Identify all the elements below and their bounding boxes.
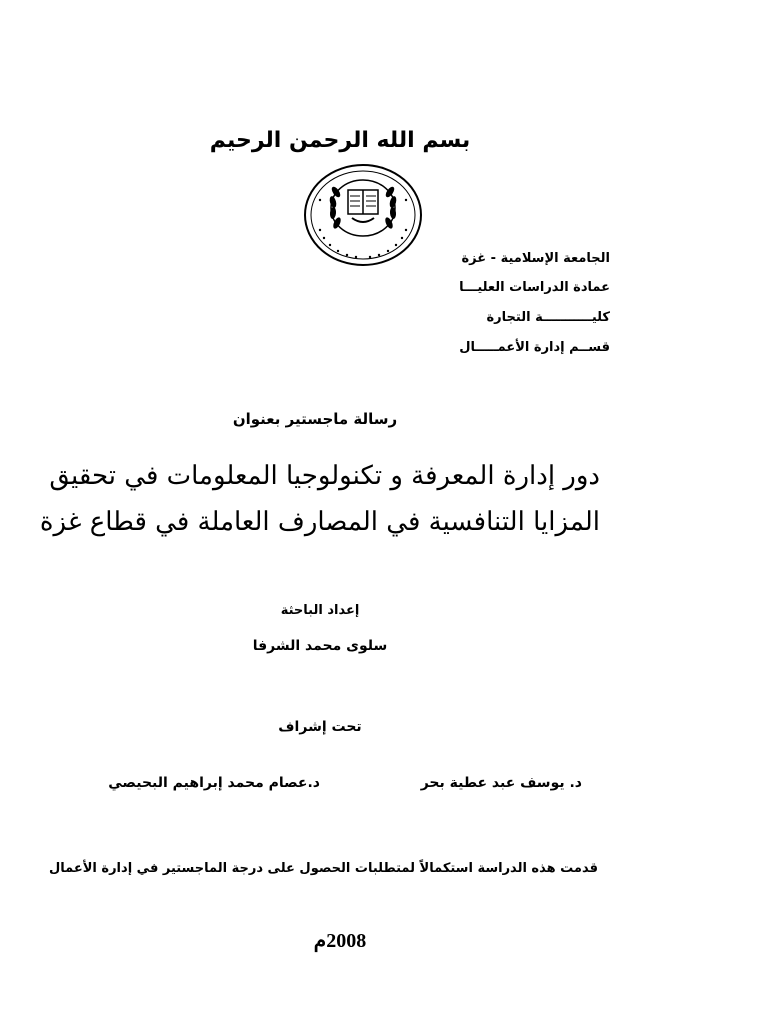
thesis-title-line-2: المزايا التنافسية في المصارف العاملة في قطاع غزة: [39, 507, 600, 537]
submission-statement: قدمت هذه الدراسة استكمالاً لمتطلبات الحصول على درجة الماجستير في إدارة الأعمال: [48, 861, 598, 876]
prepared-by-label: إعداد الباحثة: [280, 603, 360, 618]
supervisor-name-2: د.عصام محمد إبراهيم البحيصي: [108, 775, 320, 791]
researcher-name: سلوى محمد الشرفا: [252, 638, 388, 654]
department-name: قســم إدارة الأعمـــــال: [459, 340, 610, 355]
year: 2008م: [313, 930, 367, 952]
thesis-title-line-1: دور إدارة المعرفة و تكنولوجيا المعلومات في تحقيق: [49, 461, 600, 491]
university-name: الجامعة الإسلامية - غزة: [461, 251, 610, 266]
thesis-label: رسالة ماجستير بعنوان: [232, 410, 398, 428]
deanship-name: عمادة الدراسات العليـــا: [459, 280, 610, 295]
supervisor-name-1: د. يوسف عبد عطية بحر: [420, 775, 582, 791]
faculty-name: كليـــــــــــة التجارة: [486, 310, 610, 325]
supervision-label: تحت إشراف: [278, 719, 362, 735]
basmala-heading: بسم الله الرحمن الرحيم: [209, 128, 471, 153]
university-seal-icon: [300, 160, 426, 270]
